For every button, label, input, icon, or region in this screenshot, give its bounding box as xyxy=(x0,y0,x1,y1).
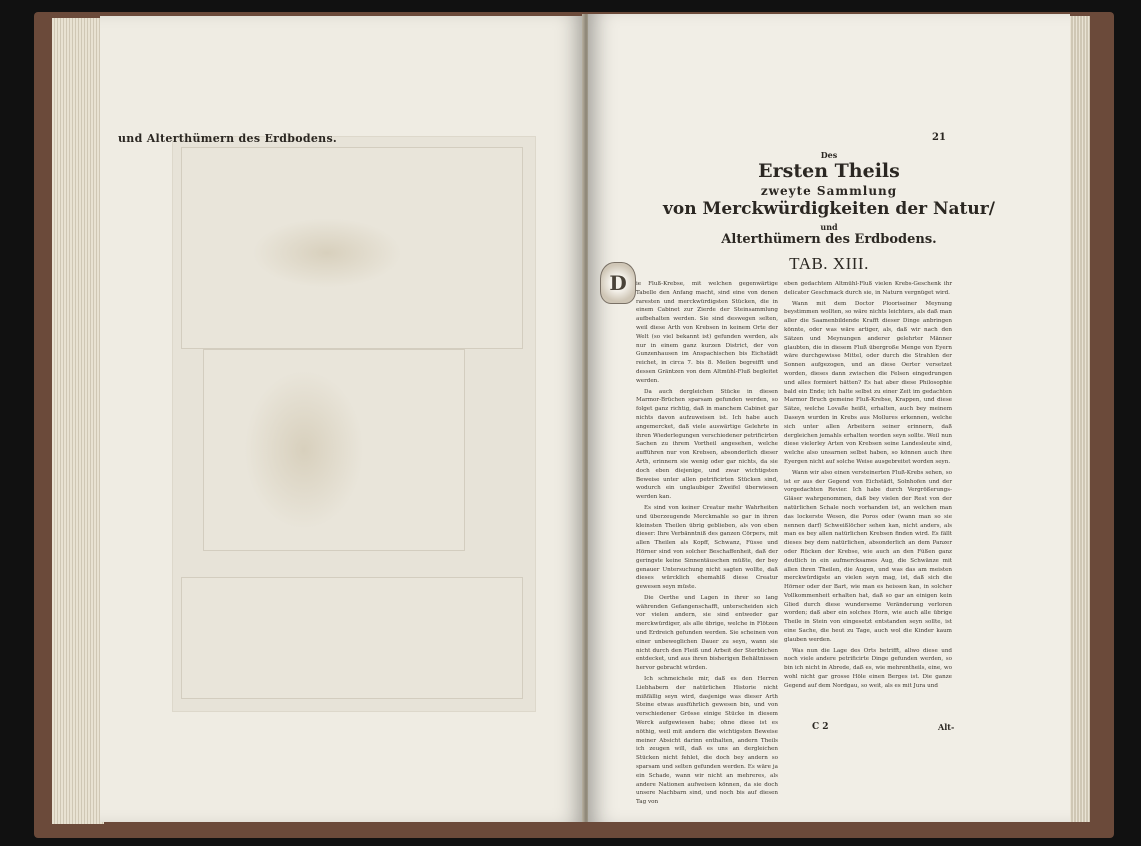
paragraph: Die Oerthe und Lagen in ihrer so lang währenden Gefangenschafft, unterscheiden sich vor vielen andern, sie sind entweder gar merckwürdiger, als alle übrige, welche in Flötzen und Erdreich gefunden werden. Sie scheinen von einer unbeweglichen Dauer zu seyn, wann sie nicht durch den Fleiß und Arbeit der Sterblichen entdecket, und aus ihren bisherigen Behältnissen hervor gebracht würden. xyxy=(636,594,778,672)
paragraph: Ich schmeichele mir, daß es den Herren Liebhabern der natürlichen Historie nicht mißfällig seyn wird, dasjenige was dieser Arth Steine etwas ausführlich gewesen bin, und von verschiedener Grösse einige Stücke in diesem Werck aufgewiesen habe; ohne diese ist es nöthig, weil mit andern die wichtigsten Beweise meiner Absicht darinn enthalten, andern Theils ich zeugen will, daß es uns an dergleichen Stücken nicht fehlet, die doch bey andern so sparsam und selten gefunden werden. Es wäre ja ein Schade, wann wir nicht an mehreres, als andere Nationen aufweisen können, da sie doch unsere Nachbarn sind, und noch bis auf diesen Tag von xyxy=(636,676,778,806)
text-column-left xyxy=(636,280,778,806)
text-column-right xyxy=(784,280,952,710)
ghost-crab-figure xyxy=(252,218,402,288)
page-number: 21 xyxy=(932,132,946,143)
paragraph: Was nun die Lage des Orts betrifft, allwo diese und noch viele andere petrificirte Dinge gefunden werden, so bin ich nicht in Abrede, daß es, wie mehrentheils, eine, wo wohl nicht gar grosse Höle einen Berges ist. Die ganze Gegend auf dem Nordgau, so weit, als es mit Jura und xyxy=(784,647,952,689)
decorated-initial: D xyxy=(600,262,636,304)
plate-panel-middle xyxy=(203,349,465,551)
paragraph: ie Fluß-Krebse, mit welchen gegenwärtige Tabelle den Anfang macht, sind eine von denen raresten und merckwürdigsten Stücken, die in einem Cabinet zur Zierde der Steinsammlung aufbehalten werden. Sie sind deswegen selten, weil diese Arth von Krebsen in keinem Orte der Welt (so viel bekannt ist) gefunden werden, als nur in einem ganz kurzen District, der von Gunzenhausen im Anspachischen bis Eichstädt reichet, in circa 7. bis 8. Meilen begreifft und dessen Gräntzen von dem Altmühl-Fluß begleitet werden. xyxy=(636,281,778,384)
catchword: Alt- xyxy=(938,722,955,732)
plate-panel-bottom xyxy=(181,577,523,699)
plate-label: TAB. XIII. xyxy=(789,254,869,273)
running-head: und Alterthümern des Erdbodens. xyxy=(118,132,338,145)
left-page-stack xyxy=(52,18,104,824)
signature-mark: C 2 xyxy=(812,722,829,732)
plate-panel-top xyxy=(181,147,523,349)
title-line-2: zweyte Sammlung xyxy=(760,184,898,198)
title-line-3: von Merckwürdigkeiten der Natur/ xyxy=(663,199,995,219)
ghost-coral-figure xyxy=(244,370,364,530)
right-page-stack xyxy=(1068,16,1090,822)
paragraph: eben gedachtem Altmühl-Fluß vielen Krebs-Geschenk ihr delicater Geschmack durch sie, in Naturn vergnüget wird. xyxy=(784,281,952,296)
paragraph: Wann wir also einen versteinerten Fluß-Krebs sehen, so ist er aus der Gegend von Eichstädt, Solnhofen und der vorgedachten Revier. Ich habe durch Vergrößerungs-Gläser wahrgenommen, daß bey vielen der Rest von der natürlichen Schale noch vorhanden ist, an welchen man das lockerste Wesen, die Poros oder (wann man so sie nennen darf) Schweißlöcher sehen kan, nicht anders, als man es bey allen natürlichen Krebsen finden wird. Es fällt dieses bey dem natürlichen, absonderlich an dem Panzer oder Rücken der Krebse, wie auch an den Füßen ganz deutlich in ein aufmercksames Aug, die Schwänze mit allen ihren Theilen, die Augen, und was das am meisten merckwürdigste an vielen seyn mag, ist, daß sich die Hörner oder der Bart, wie man es heissen kan, in solcher Vollkommenheit erhalten hat, daß so gar an einigen kein Glied durch diese wunderseme Veränderung verloren worden; daß aber ein solches Horn, wie auch alle übrige Theile in Stein von eingesetzt entstanden seyn sollte, ist eine Sache, die heut zu Tage, auch wol die Kinder kaum glauben werden. xyxy=(784,469,952,643)
title-line-1: Ersten Theils xyxy=(758,160,900,182)
title-line-4: Alterthümern des Erdbodens. xyxy=(721,232,937,247)
bleed-through-plate xyxy=(172,136,536,712)
title-und: und xyxy=(820,222,838,232)
paragraph: Es sind von keiner Creatur mehr Wahrheiten und überzeugende Merckmahle so gar in ihren kleinsten Theilen übrig geblieben, als von eben dieser: Ihre Verbänntniß des ganzen Cörpers, mit allen Theilen als Kopff, Schwanz, Füsse und Hörner sind von solcher Beschaffenheit, daß der geringste keine Sinnentäuschen müßte, der bey genauer Untersuchung nicht sagten wollte, daß dieses würcklich ehemahlß diese Creatur gewesen seyn müste. xyxy=(636,504,778,591)
paragraph: Da auch dergleichen Stücke in diesen Marmor-Brüchen sparsam gefunden werden, so folget ganz richtig, daß in manchem Cabinet gar nichts davon aufzuweisen ist. Ich habe auch angemercket, daß viele auswärtige Gelehrte in ihren Wiederlegungen verschiedener petrificirten Sachen zu ihrem Vortheil angesehen, welche aufführen nur von Krebsen, absonderlich dieser Arth, erinnern sie wenig oder gar nichts, da sie doch eben diejenige, und zwar wichtigsten Beweise unter allen petrificirten Stücken sind, wodurch ein unglaubiger Zweifel überwiesen werden kan. xyxy=(636,388,778,501)
title-des: Des xyxy=(820,150,838,160)
paragraph: Wann mit dem Doctor Plooriseiner Meynung beystimmen wollten, so wäre nichts leichters, als daß man aller die Saamenbildende Krafft dieser Dinge anbringen könnte, oder was wäre artiger, als, daß wir nach den Sätzen und Meynungen anderer gelehrter Männer glaubten, die in diesem Fluß übergroße Menge von Eyern wäre durchgewisse Mittel, oder durch die Strahlen der Sonnen aufgezogen, und an diese Oerter versetzet worden, dieses dann zwischen die Felsen eingedrungen und alles formiert hätten? Es hat aber diese Philosophie bald ein Ende; ich halte selbst zu einer Zeit im gedachten Marmor Bruch gemeine Fluß-Krebse, Krappen, und diese Sätze, welche Lovaße heißt, erhalten, auch bey meinem Daseyn wurden in Krebs aus Mollures erkennen, welche sich unter allen Arbeitern seiner erinnern, daß dergleichen jemahls erhalten worden seyn sollte. Weil nun diese vielerley Arten von Krebsen seine Landesleute sind, welche also unsarnen selbst haben, so können auch ihre Eyergen nicht auf solche Weise ausgebreitet worden seyn. xyxy=(784,300,952,465)
